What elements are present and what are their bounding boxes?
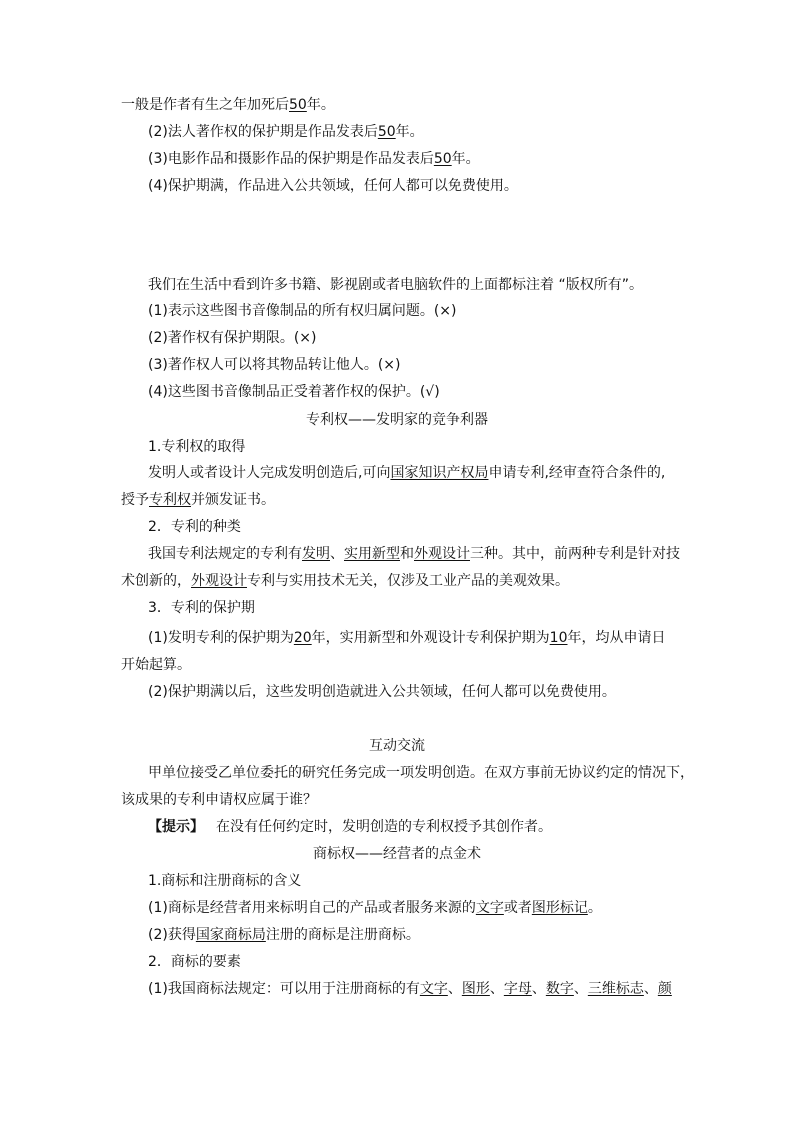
text-line: 1.专利权的取得 (148, 439, 246, 455)
text-line: 术创新的，外观设计专利与实用技术无关，仅涉及工业产品的美观效果。 (121, 573, 569, 589)
text-line: (4)保护期满，作品进入公共领域，任何人都可以免费使用。 (148, 178, 518, 194)
section-heading: 专利权——发明家的竞争利器 (306, 412, 488, 428)
text-line: 2．专利的种类 (148, 519, 241, 535)
text-line: (1)发明专利的保护期为20年，实用新型和外观设计专利保护期为10年，均从申请日 (148, 630, 666, 646)
text-line: (2)法人著作权的保护期是作品发表后50年。 (148, 124, 424, 140)
text-line: 发明人或者设计人完成发明创造后,可向国家知识产权局申请专利,经审查符合条件的, (148, 465, 666, 481)
text-line: (1)我国商标法规定：可以用于注册商标的有文字、图形、字母、数字、三维标志、颜 (148, 981, 672, 997)
text-line: (2)获得国家商标局注册的商标是注册商标。 (148, 927, 420, 943)
text-line: 开始起算。 (121, 657, 191, 673)
text-line: 2．商标的要素 (148, 954, 241, 970)
text-line: (3)著作权人可以将其物品转让他人。(×) (148, 357, 401, 373)
section-heading: 商标权——经营者的点金术 (313, 846, 481, 862)
hint-line: 【提示】 在没有任何约定时，发明创造的专利权授予其创作者。 (148, 819, 552, 835)
text-line: 1.商标和注册商标的含义 (148, 873, 302, 889)
text-line: (4)这些图书音像制品正受着著作权的保护。(√) (148, 384, 440, 400)
text-line: (3)电影作品和摄影作品的保护期是作品发表后50年。 (148, 151, 480, 167)
text-line: 3．专利的保护期 (148, 600, 255, 616)
text-line: 我国专利法规定的专利有发明、实用新型和外观设计三种。其中，前两种专利是针对技 (148, 546, 680, 562)
text-line: 我们在生活中看到许多书籍、影视剧或者电脑软件的上面都标注着 “版权所有”。 (148, 277, 643, 293)
hint-label: 【提示】 (148, 819, 204, 835)
text-line: 该成果的专利申请权应属于谁？ (121, 792, 317, 808)
text-line: (1)商标是经营者用来标明自己的产品或者服务来源的文字或者图形标记。 (148, 900, 602, 916)
text-line: 一般是作者有生之年加死后50年。 (121, 97, 335, 113)
text-line: (1)表示这些图书音像制品的所有权归属问题。(×) (148, 303, 457, 319)
text-line: (2)保护期满以后，这些发明创造就进入公共领域，任何人都可以免费使用。 (148, 684, 616, 700)
text-line: 甲单位接受乙单位委托的研究任务完成一项发明创造。在双方事前无协议约定的情况下， (148, 765, 694, 781)
section-heading: 互动交流 (369, 738, 425, 754)
text-line: 授予专利权并颁发证书。 (121, 492, 275, 508)
text-line: (2)著作权有保护期限。(×) (148, 330, 317, 346)
